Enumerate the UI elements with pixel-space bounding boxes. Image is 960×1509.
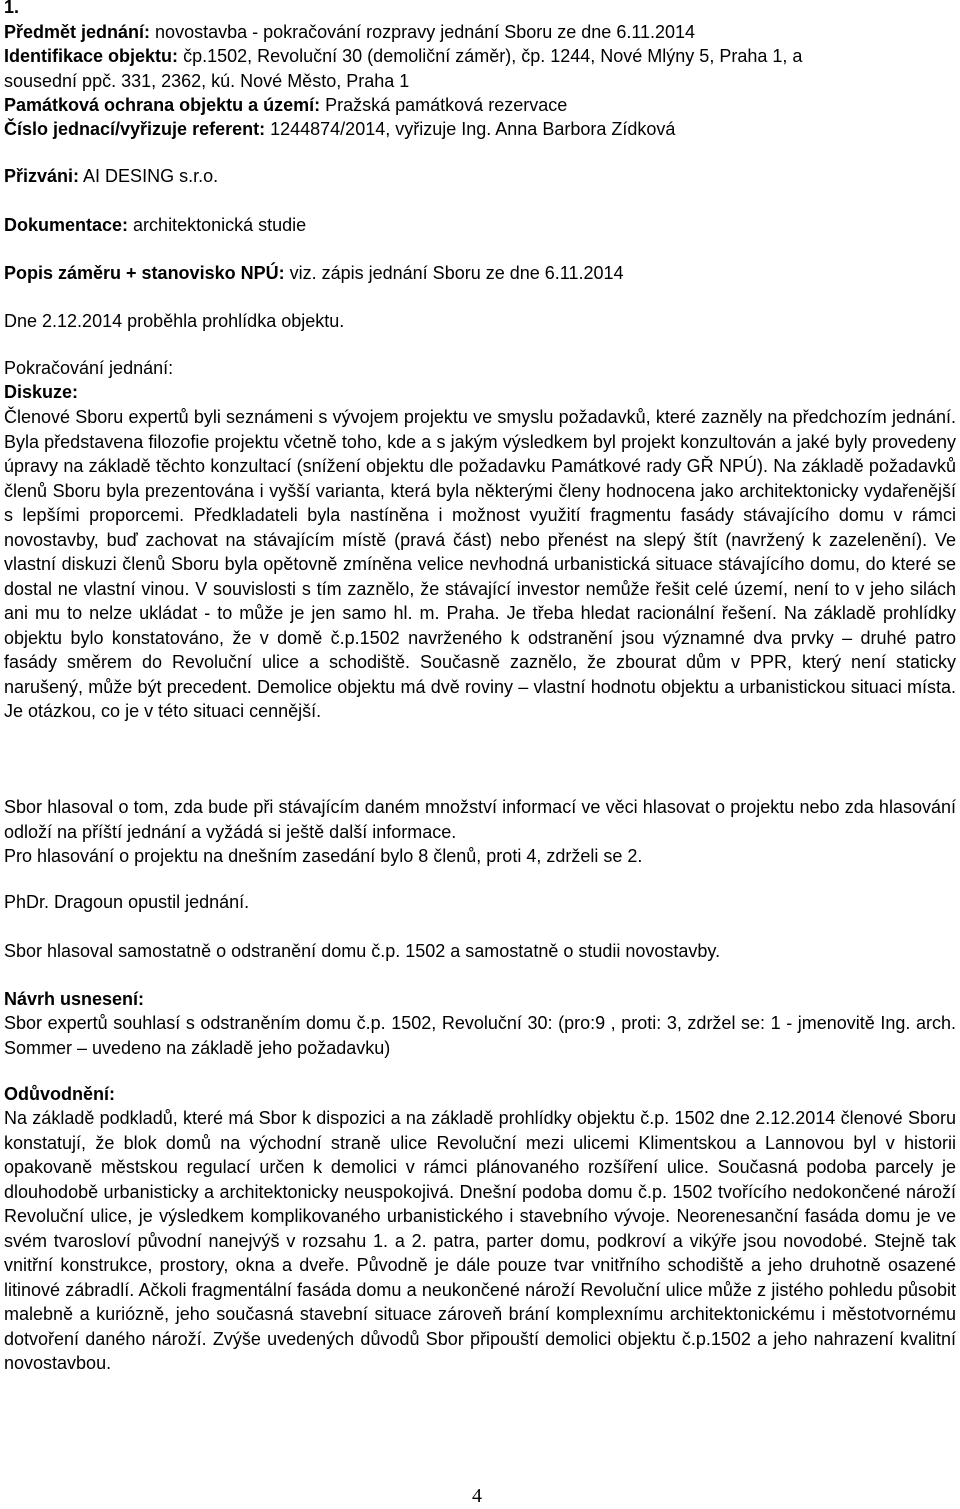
popis-label: Popis záměru + stanovisko NPÚ: <box>4 263 285 283</box>
docs-label: Dokumentace: <box>4 215 129 235</box>
protection-value: Pražská památková rezervace <box>325 95 568 115</box>
ident-line-1 <box>4 45 802 68</box>
popis-value: viz. zápis jednání Sboru ze dne 6.11.2014 <box>289 263 624 283</box>
page-number: 4 <box>472 1485 482 1507</box>
continuation-label: Pokračování jednání: <box>4 358 174 378</box>
item-number: 1. <box>4 0 20 17</box>
vote-paragraph-2: Pro hlasování o projektu na dnešním zasedání bylo 8 členů, proti 4, zdrželi se 2. <box>4 846 643 866</box>
ref-label: Číslo jednací/vyřizuje referent: <box>4 119 266 139</box>
left-meeting-line: PhDr. Dragoun opustil jednání. <box>4 892 250 912</box>
subject-label: Předmět jednání: <box>4 22 151 42</box>
vote-paragraph-3: Sbor hlasoval samostatně o odstranění domu č.p. 1502 a samostatně o studii novostavby. <box>4 941 721 961</box>
discussion-label: Diskuze: <box>4 382 79 402</box>
subject-value: novostavba - pokračování rozpravy jednání Sboru ze dne 6.11.2014 <box>155 22 696 42</box>
protection-line <box>4 94 567 117</box>
protection-label: Památková ochrana objektu a území: <box>4 95 321 115</box>
popis-line <box>4 262 624 285</box>
vote-paragraph-1: Sbor hlasoval o tom, zda bude při stávajícím daném množství informací ve věci hlasovat o projektu nebo zda hlasování odloží na příští jednání a vyžádá si ještě další informace. <box>4 797 956 842</box>
ident-value-1: čp.1502, Revoluční 30 (demoliční záměr), čp. 1244, Nové Mlýny 5, Praha 1, a <box>183 46 803 66</box>
docs-line <box>4 214 306 237</box>
subject-line <box>4 21 695 44</box>
docs-value: architektonická studie <box>133 215 307 235</box>
discussion-text: Členové Sboru expertů byli seznámeni s vývojem projektu ve smyslu požadavků, které zazněly na předchozím jednání. Byla představena filozofie projektu včetně toho, kde a s jakým výsledkem byl projekt konzultován a jaké byly provedeny úpravy na základě těchto konzultací (snížení objektu dle požadavku Památkové rady GŘ NPÚ). Na základě požadavků členů Sboru byla prezentována i vyšší varianta, která byla některými členy hodnocena jako architektonicky vydařenější s lepšími proporcemi. Předkladateli byla nastíněna i možnost využití fragmentu fasády stávajícího domu v rámci novostavby, buď zachovat na stávajícím místě (pravá část) nebo přenést na slepý štít (navržený k zazelenění). Ve vlastní diskuzi členů Sboru byla opětovně zmíněna velice nevhodná urbanistická situace stávajícího domu, do které se dostal ne vlastní vinou. V souvislosti s tím zaznělo, že stávající investor nemůže řešit celé území, není to v jeho silách ani mu to nelze ukládat - to může je jen samo hl. m. Praha. Je třeba hledat racionální řešení. Na základě prohlídky objektu bylo konstatováno, že v domě č.p.1502 navrženého k odstranění jsou významné dva prvky – druhé patro fasády směrem do Revoluční ulice a schodiště. Současně zaznělo, že zbourat dům v PPR, který není staticky narušený, může být precedent. Demolice objektu má dvě roviny – vlastní hodnotu objektu a urbanistickou situaci místa. Je otázkou, co je v této situaci cennější. <box>4 407 956 721</box>
resolution-text: Sbor expertů souhlasí s odstraněním domu č.p. 1502, Revoluční 30: (pro:9 , proti: 3, zdržel se: 1 - jmenovitě Ing. arch. Sommer – uvedeno na základě jeho požadavku) <box>4 1013 956 1058</box>
ident-line-2: sousední ppč. 331, 2362, kú. Nové Město, Praha 1 <box>4 71 410 91</box>
reasoning-label: Odůvodnění: <box>4 1084 115 1104</box>
invited-label: Přizváni: <box>4 166 80 186</box>
invited-line <box>4 165 218 188</box>
ident-label: Identifikace objektu: <box>4 46 179 66</box>
ref-value: 1244874/2014, vyřizuje Ing. Anna Barbora Zídková <box>270 119 676 139</box>
reasoning-text: Na základě podkladů, které má Sbor k dispozici a na základě prohlídky objektu č.p. 1502 dne 2.12.2014 členové Sboru konstatují, že blok domů na východní straně ulice Revoluční mezi ulicemi Klimentskou a Lannovou byl v historii opakovaně městskou regulací určen k demolici v rámci plánovaného rozšíření ulice. Současná podoba parcely je dlouhodobě urbanisticky a architektonicky neuspokojivá. Dnešní podoba domu č.p. 1502 tvořícího nedokončené nároží Revoluční ulice, je výsledkem komplikovaného urbanistického i stavebního vývoje. Neorenesanční fasáda domu je ve svém tvarosloví původní nanejvýš v rozsahu 1. a 2. patra, parter domu, podkroví a vikýře jsou novodobé. Stejně tak vnitřní konstrukce, prostory, okna a dveře. Původně je dále pouze tvar vnitřního schodiště a jeho druhotně osazené litinové zábradlí. Ačkoli fragmentální fasáda domu a neukončené nároží Revoluční ulice může z jistého pohledu působit malebně a kuriózně, jeho současná stavební situace zároveň brání komplexnímu architektonickému i městotvornému dotvoření daného nároží. Zvýše uvedených důvodů Sbor připouští demolici objektu č.p.1502 a jeho nahrazení kvalitní novostavbou. <box>4 1108 956 1373</box>
invited-value: AI DESING s.r.o. <box>83 166 219 186</box>
inspection-line: Dne 2.12.2014 proběhla prohlídka objektu. <box>4 311 345 331</box>
resolution-label: Návrh usnesení: <box>4 989 145 1009</box>
ref-line <box>4 118 675 141</box>
